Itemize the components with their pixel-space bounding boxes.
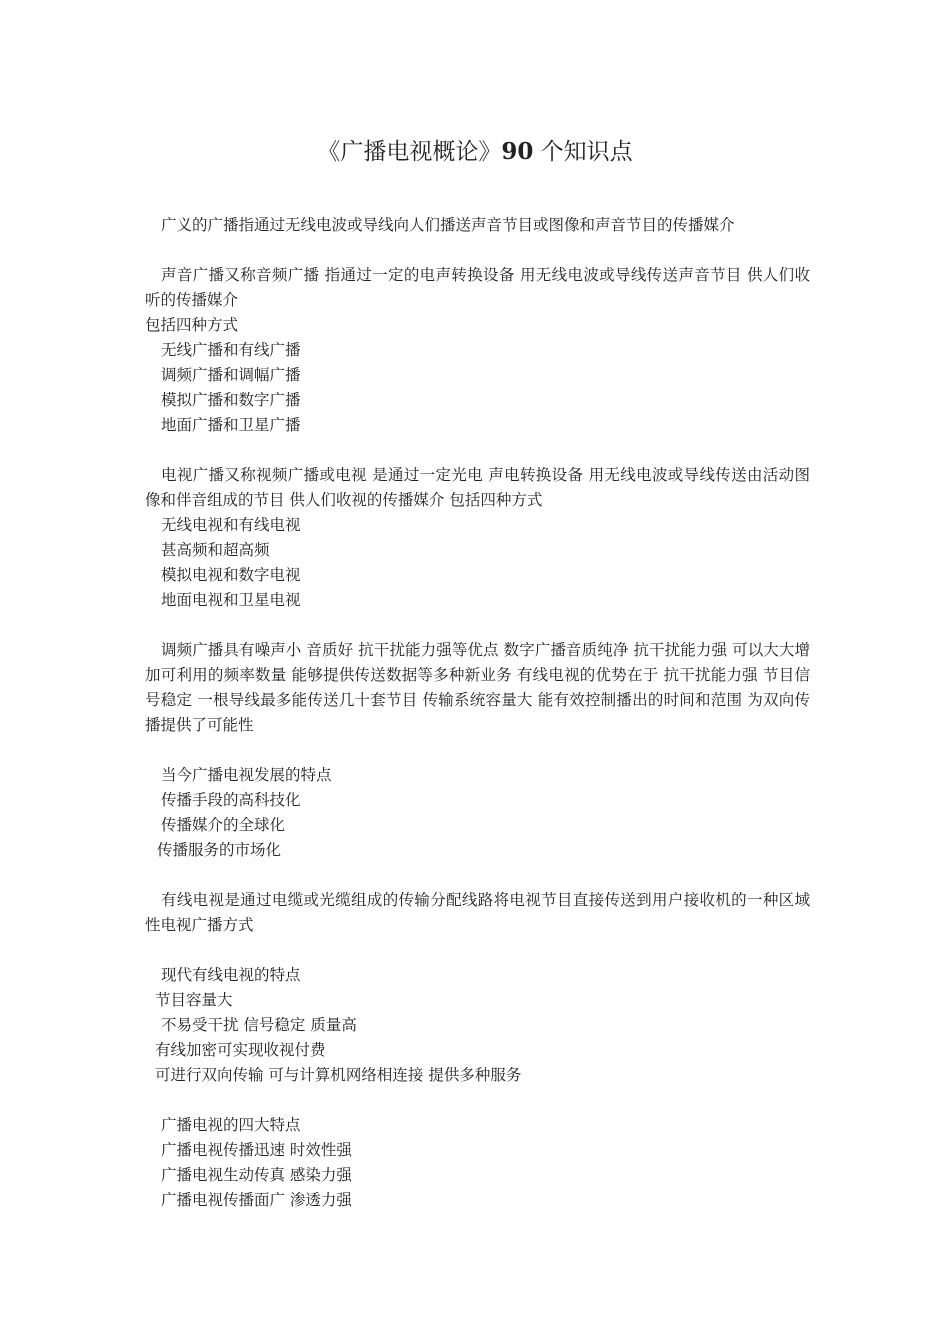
list-item: 节目容量大 [155, 991, 233, 1009]
list-item: 不易受干扰 信号稳定 质量高 [161, 1016, 357, 1034]
paragraph-broadcast-definition: 广义的广播指通过无线电波或导线向人们播送声音节目或图像和声音节目的传播媒介 [161, 216, 735, 234]
list-item: 模拟电视和数字电视 [161, 566, 301, 584]
list-item: 广播电视传播面广 渗透力强 [161, 1191, 352, 1209]
list-item: 广播电视生动传真 感染力强 [161, 1166, 352, 1184]
title-number: 90 [501, 138, 534, 165]
spacer [145, 863, 810, 888]
list-item: 传播服务的市场化 [157, 841, 282, 859]
spacer [145, 738, 810, 763]
trends-title: 当今广播电视发展的特点 [161, 766, 332, 784]
list-item: 地面电视和卫星电视 [161, 591, 301, 609]
document-title [0, 136, 950, 168]
list-item: 甚高频和超高频 [161, 541, 270, 559]
list-item: 无线广播和有线广播 [161, 341, 301, 359]
list-item: 传播媒介的全球化 [161, 816, 286, 834]
four-features-title: 广播电视的四大特点 [161, 1116, 301, 1134]
cable-features-title: 现代有线电视的特点 [161, 966, 301, 984]
spacer [145, 613, 810, 638]
list-item: 模拟广播和数字广播 [161, 391, 301, 409]
audio-modes-intro: 包括四种方式 [145, 316, 239, 334]
list-item: 地面广播和卫星广播 [161, 416, 301, 434]
spacer [145, 1088, 810, 1113]
spacer [145, 438, 810, 463]
spacer [145, 238, 810, 263]
spacer [145, 938, 810, 963]
document-body [145, 213, 810, 1213]
paragraph-tv-definition: 电视广播又称视频广播或电视 是通过一定光电 声电转换设备 用无线电波或导线传送由活动图像和伴音组成的节目 供人们收视的传播媒介 包括四种方式 [145, 466, 810, 509]
paragraph-cable-definition: 有线电视是通过电缆或光缆组成的传输分配线路将电视节目直接传送到用户接收机的一种区域性电视广播方式 [145, 891, 810, 934]
list-item: 可进行双向传输 可与计算机网络相连接 提供多种服务 [155, 1066, 522, 1084]
list-item: 调频广播和调幅广播 [161, 366, 301, 384]
list-item: 广播电视传播迅速 时效性强 [161, 1141, 352, 1159]
list-item: 有线加密可实现收视付费 [155, 1041, 326, 1059]
paragraph-audio-definition: 声音广播又称音频广播 指通过一定的电声转换设备 用无线电波或导线传送声音节目 供人们收听的传播媒介 [145, 266, 810, 309]
list-item: 传播手段的高科技化 [161, 791, 301, 809]
title-prefix: 《广播电视概论》 [317, 139, 502, 165]
paragraph-fm-advantages: 调频广播具有噪声小 音质好 抗干扰能力强等优点 数字广播音质纯净 抗干扰能力强 可以大大增加可利用的频率数量 能够提供传送数据等多种新业务 有线电视的优势在于 抗干扰能力强 节目信号稳定 一根导线最多能传送几十套节目 传输系统容量大 能有效控制播出的时间和范围 为双向传播提供了可能性 [145, 641, 810, 734]
title-suffix: 个知识点 [533, 139, 633, 165]
list-item: 无线电视和有线电视 [161, 516, 301, 534]
